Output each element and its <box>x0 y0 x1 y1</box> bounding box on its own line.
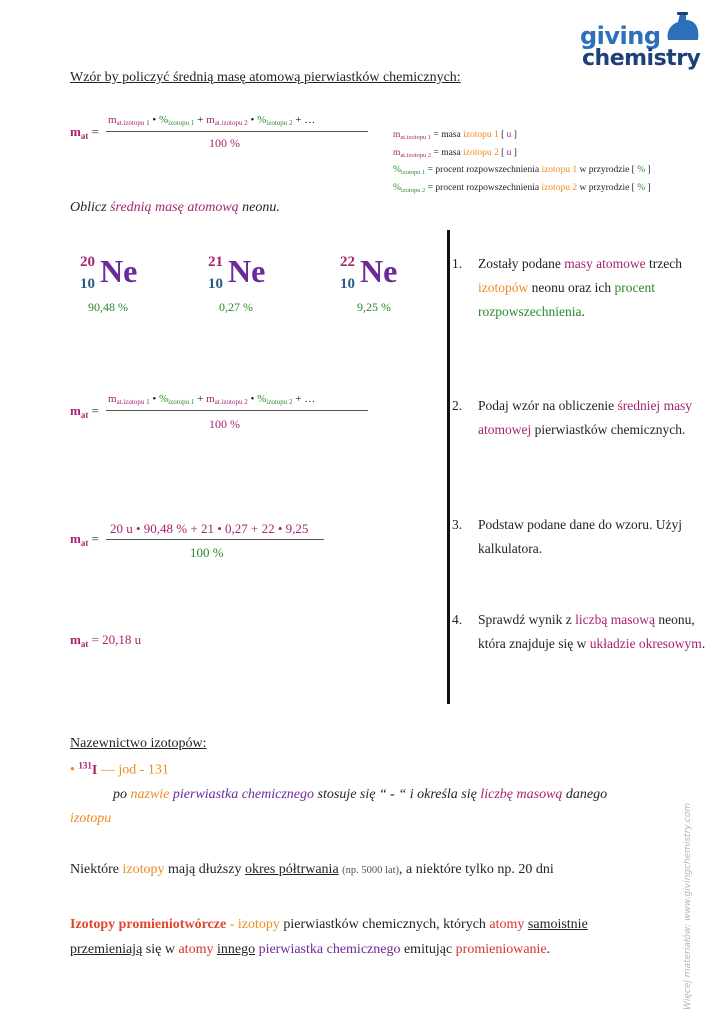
isotope-ne-20: 20 10 Ne <box>80 253 138 292</box>
step-4: 4. Sprawdź wynik z liczbą masową neonu, która znajduje się w układzie okresowym. <box>452 612 706 651</box>
formula-lhs: $m_{at}$ = <box>70 124 99 141</box>
fraction-line <box>106 410 368 411</box>
legend-line: $m_{at.izotopu 1}$ = masa izotopu 1 [ u ] <box>393 130 517 141</box>
legend-line: $\%_{izotopu 1}$ = procent rozpowszechnienia izotopu 1 w przyrodzie [ % ] <box>393 165 651 176</box>
divider <box>447 230 450 704</box>
step-3: 3. Podstaw podane dane do wzoru. Użyj kalkulatora. <box>452 517 682 556</box>
formula-legend <box>393 128 651 198</box>
formula-denominator: 100 % <box>209 136 240 150</box>
legend-line: $\%_{izotopu 2}$ = procent rozpowszechnienia izotopu 2 w przyrodzie [ % ] <box>393 182 651 194</box>
calc-denominator: 100 % <box>190 545 224 560</box>
isotope-percent: 0,27 % <box>219 300 253 314</box>
isotope-percent: 9,25 % <box>357 300 391 314</box>
fraction-line <box>106 539 324 540</box>
section-title: Nazewnictwo izotopów: <box>70 736 207 751</box>
naming-rule: po nazwie pierwiastka chemicznego stosuje się “ - “ i określa się liczbę masową danego <box>113 787 608 802</box>
side-note: Więcej materiałów: www.givingchemistry.com <box>683 802 693 1010</box>
page-title: Wzór by policzyć średnią masę atomową pierwiastków chemicznych: <box>70 70 461 85</box>
calc-numerator: 20 u • 90,48 % + 21 • 0,27 + 22 • 9,25 <box>110 521 309 536</box>
step-2: 2. Podaj wzór na obliczenie średniej masy atomowej pierwiastków chemicznych. <box>452 398 693 437</box>
logo <box>580 10 715 72</box>
step-1: 1. Zostały podane masy atomowe trzech izotopów neonu oraz ich procent rozpowszechnienia. <box>452 256 682 319</box>
formula-denominator: 100 % <box>209 417 240 431</box>
naming-rule-cont: izotopu <box>70 811 112 826</box>
iodine-example: • $^{131}$I — jod - 131 <box>70 760 169 778</box>
fraction-line <box>106 131 368 132</box>
flask-icon <box>662 10 702 44</box>
calc-lhs: $m_{at}$ = <box>70 531 99 548</box>
radioactive-definition: Izotopy promieniotwórcze - izotopy pierwiastków chemicznych, których atomy samoistnie przemieniają się w atomy innego pierwiastka chemicznego emitując promieniowanie. <box>70 917 588 957</box>
logo-giving: giving <box>580 22 661 50</box>
formula-numerator: mat.izotopu 1 • %izotopu 1 + mat.izotopu 2 • %izotopu 2 + … <box>108 114 316 127</box>
halflife-text: Niektóre izotopy mają dłuższy okres półtrwania (np. 5000 lat), a niektóre tylko np. 20 dni <box>70 862 554 877</box>
task-title: Oblicz średnią masę atomową neonu. <box>70 200 280 215</box>
formula-numerator: mat.izotopu 1 • %izotopu 1 + mat.izotopu 2 • %izotopu 2 + … <box>108 393 316 406</box>
formula-lhs: $m_{at}$ = <box>70 403 99 420</box>
result: $m_{at} = 20,18$ u <box>70 632 142 649</box>
legend-line: $m_{at.izotopu 2}$ = masa izotopu 2 [ u ] <box>393 147 517 159</box>
isotope-ne-22: 22 10 Ne <box>340 253 398 292</box>
logo-chemistry: chemistry <box>582 46 701 71</box>
isotope-ne-21: 21 10 Ne <box>208 253 266 292</box>
isotope-percent: 90,48 % <box>88 300 128 314</box>
